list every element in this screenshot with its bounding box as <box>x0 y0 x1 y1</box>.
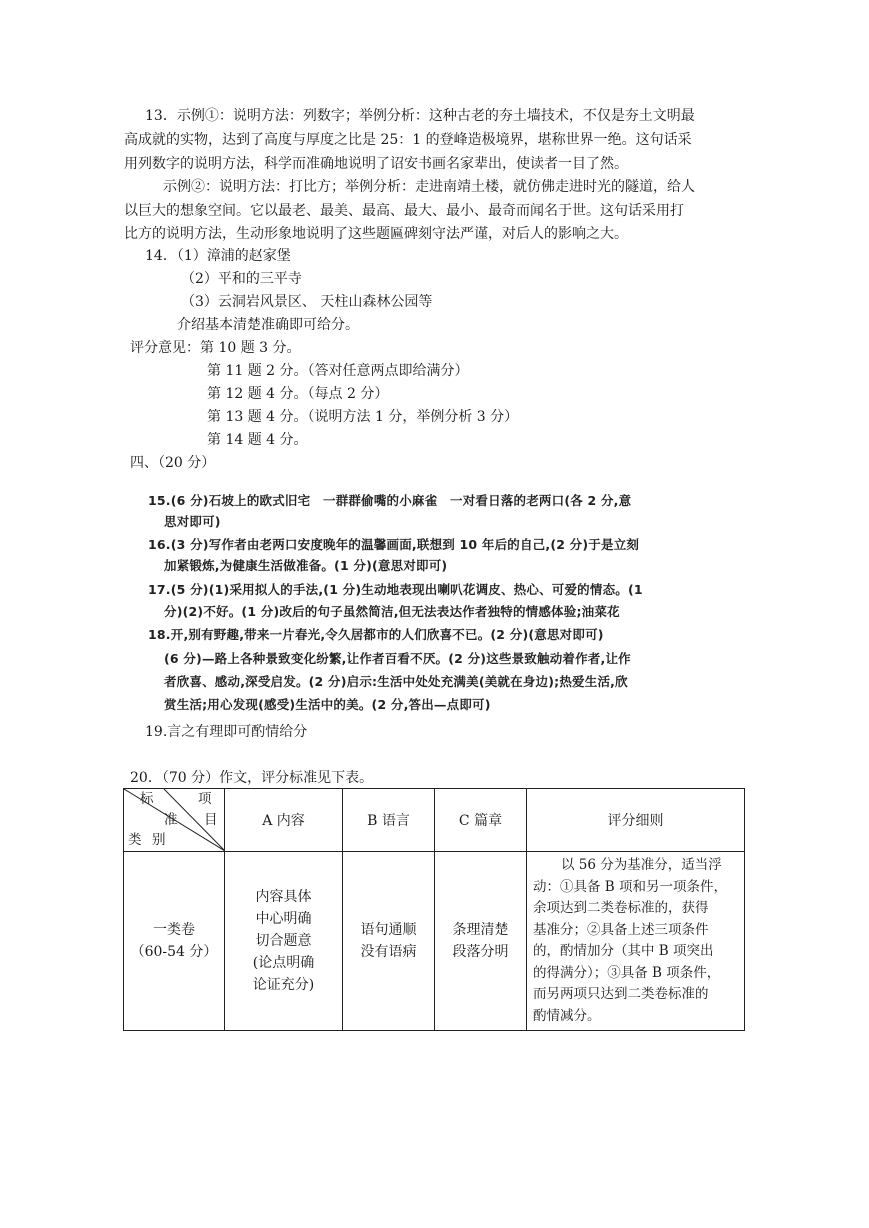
q19-line: 19.言之有理即可酌情给分 <box>145 724 308 740</box>
scoring-line-4: 第 13 题 4 分。（说明方法 1 分，举例分析 3 分） <box>207 409 519 425</box>
detail-line: 的得满分）；③具备 B 项条件， <box>533 964 721 981</box>
diag-label-mu: 目 <box>204 812 218 828</box>
q20-line: 20．（70 分）作文，评分标准见下表。 <box>130 770 374 786</box>
col-header-content: A 内容 <box>225 789 343 852</box>
scan-line-10: 赏生活;用心发现(感受)生活中的美。(2 分,答出—点即可) <box>164 697 491 712</box>
q13-line-1: 13．示例①：说明方法：列数字；举例分析：这种古老的夯土墙技术，不仅是夯土文明最 <box>145 108 695 124</box>
scoring-line-2: 第 11 题 2 分。（答对任意两点即给满分） <box>207 363 469 379</box>
language-line: 语句通顺 <box>360 922 417 938</box>
col-header-structure: C 篇章 <box>435 789 527 852</box>
detail-line: 基准分；②具备上述三项条件 <box>533 921 709 938</box>
structure-line: 条理清楚 <box>452 922 509 938</box>
content-line: 中心明确 <box>255 911 312 927</box>
q13-line-4: 示例②：说明方法：打比方；举例分析：走进南靖土楼，就仿佛走进时光的隧道，给人 <box>163 179 695 195</box>
language-cell <box>343 852 435 1031</box>
scan-line-7: 18.开,别有野趣,带来一片春光,令久居都市的人们欣喜不已。(2 分)(意思对即可) <box>148 627 604 642</box>
scan-line-2: 思对即可) <box>164 514 221 529</box>
table-header-row <box>124 789 745 852</box>
scoring-line-1: 评分意见：第 10 题 3 分。 <box>130 340 301 356</box>
diag-label-lei: 类 <box>128 832 142 848</box>
content-line: 切合题意 <box>255 933 312 949</box>
col-header-detail: 评分细则 <box>527 789 745 852</box>
q14-line-1: 14．（1）漳浦的赵家堡 <box>145 248 291 264</box>
scan-line-8: (6 分)—路上各种景致变化纷繁,让作者百看不厌。(2 分)这些景致触动着作者,让作 <box>164 651 631 666</box>
col-header-language: B 语言 <box>343 789 435 852</box>
table-row <box>124 852 745 1031</box>
diag-label-zhun: 准 <box>164 812 178 828</box>
scan-line-4: 加紧锻炼,为健康生活做准备。(1 分)(意思对即可) <box>164 558 448 573</box>
scan-line-1: 15.(6 分)石坡上的欧式旧宅 一群群偷嘴的小麻雀 一对看日落的老两口(各 2 分,意 <box>148 493 632 508</box>
detail-line: 酌情减分。 <box>533 1007 601 1024</box>
detail-line: 的，酌情加分（其中 B 项突出 <box>533 943 714 959</box>
diag-label-xiang: 项 <box>198 791 212 807</box>
detail-line: 而另两项只达到二类卷标准的 <box>533 986 709 1002</box>
structure-cell <box>435 852 527 1031</box>
language-line: 没有语病 <box>360 944 417 960</box>
detail-line: 余项达到二类卷标准的，获得 <box>533 900 709 916</box>
q13-line-5: 以巨大的想象空间。它以最老、最美、最高、最大、最小、最奇而闻名于世。这句话采用打 <box>124 203 684 219</box>
essay-scoring-table <box>123 788 745 1031</box>
content-line: (论点明确 <box>252 955 315 971</box>
structure-line: 段落分明 <box>452 944 509 960</box>
scoring-line-5: 第 14 题 4 分。 <box>207 432 308 448</box>
content-cell <box>225 852 343 1031</box>
scan-line-3: 16.(3 分)写作者由老两口安度晚年的温馨画面,联想到 10 年后的自己,(2 分)于是立刻 <box>148 537 640 552</box>
diagonal-header-cell <box>124 789 225 852</box>
section-four-heading: 四、（20 分） <box>130 455 216 471</box>
scan-line-6: 分)(2)不好。(1 分)改后的句子虽然简洁,但无法表达作者独特的情感体验;油菜花 <box>164 604 620 619</box>
content-line: 内容具体 <box>255 889 312 905</box>
detail-cell <box>527 852 745 1031</box>
detail-line: 以 56 分为基准分，适当浮 <box>561 857 722 873</box>
q14-line-2: （2）平和的三平寺 <box>181 271 302 287</box>
scan-line-5: 17.(5 分)(1)采用拟人的手法,(1 分)生动地表现出喇叭花调皮、热心、可爱的情态。(1 <box>148 582 643 597</box>
category-range: （60-54 分） <box>130 944 218 960</box>
content-line: 论证充分) <box>252 977 315 993</box>
detail-line: 动：①具备 B 项和另一项条件， <box>533 878 728 895</box>
q14-line-4: 介绍基本清楚准确即可给分。 <box>177 317 359 333</box>
category-cell <box>124 852 225 1031</box>
q13-line-2: 高成就的实物，达到了高度与厚度之比是 25：1 的登峰造极境界，堪称世界一绝。这句话采 <box>124 132 692 148</box>
category-name: 一类卷 <box>153 922 195 938</box>
scan-line-9: 者欣喜、感动,深受启发。(2 分)启示:生活中处处充满美(美就在身边);热爱生活,欣 <box>164 674 628 689</box>
q13-line-3: 用列数字的说明方法，科学而准确地说明了诏安书画名家辈出，使读者一目了然。 <box>124 156 628 172</box>
q13-line-6: 比方的说明方法，生动形象地说明了这些题匾碑刻守法严谨，对后人的影响之大。 <box>124 226 628 242</box>
q14-line-3: （3）云洞岩风景区、 天柱山森林公园等 <box>181 294 433 310</box>
diag-label-bie: 别 <box>152 832 166 848</box>
diag-label-biao: 标 <box>140 791 154 807</box>
scoring-line-3: 第 12 题 4 分。（每点 2 分） <box>207 386 389 402</box>
